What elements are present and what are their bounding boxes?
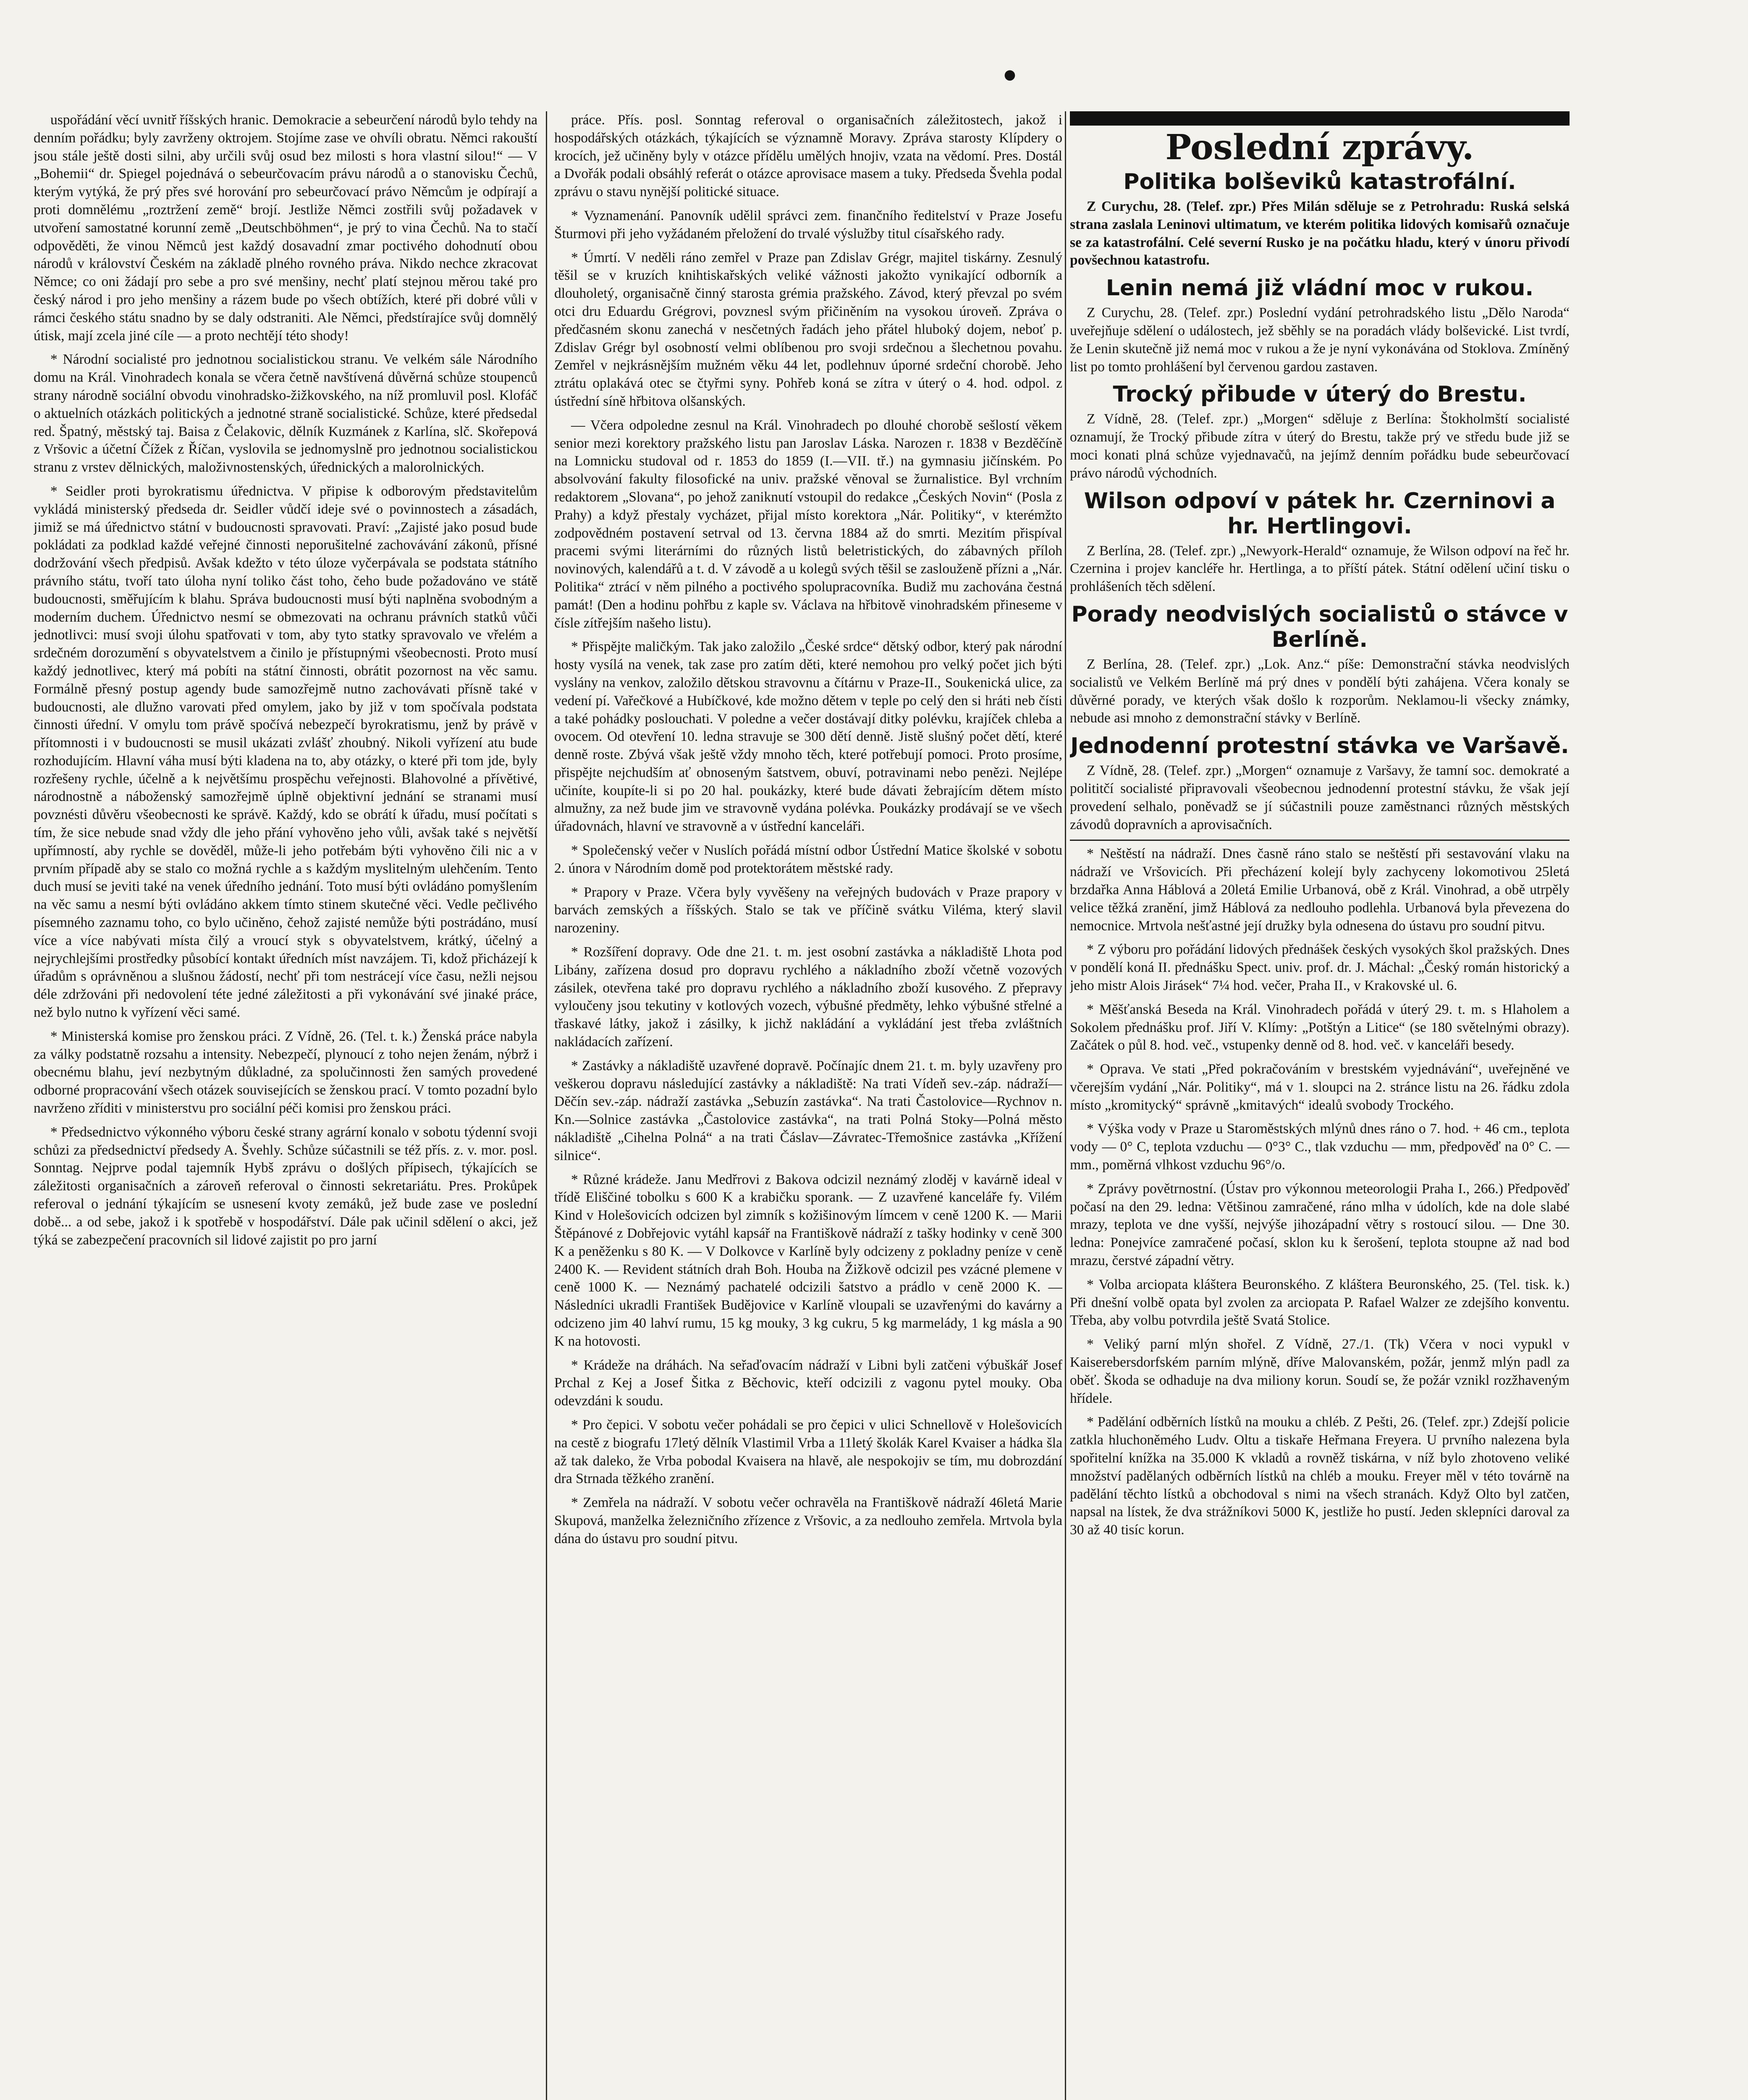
headline: Trocký přibude v úterý do Brestu. [1113,382,1527,407]
column-rule [546,111,547,2100]
column-rule [1065,111,1066,2100]
headline: Lenin nemá již vládní moc v rukou. [1106,276,1534,301]
article-paragraph: * Měšťanská Beseda na Král. Vinohradech pořádá v úterý 29. t. m. s Hlaholem a Sokolem přednášku prof. Jiří V. Klímy: „Potštýn a Litice“ (se 180 světelnými obrazy). Začátek o půl 8. hod. več., vstupenky denně od 8. hod. več. v kanceláři besedy. [1070,1001,1570,1053]
headline: Politika bolševiků katastrofální. [1123,169,1516,194]
article-paragraph: * Krádeže na dráhách. Na seřaďovacím nádraží v Libni byli zatčeni výbuškář Josef Prchal z Kej a Josef Šitka z Běchovic, kteří odcizili z vagonu pytel mouky. Oba odevzdáni k soudu. [554,1357,1062,1409]
article-paragraph: * Veliký parní mlýn shořel. Z Vídně, 27./1. (Tk) Včera v noci vypukl v Kaiserebersdorfském parním mlýně, dříve Malovanském, požár, jenmž mlýn padl za oběť. Škoda se odhaduje na dva miliony korun. Soudí se, že požár vznikl rozžhaveným hřídele. [1070,1336,1570,1406]
section-title: Poslední zprávy. [1165,127,1474,168]
article-paragraph: * Úmrtí. V neděli ráno zemřel v Praze pan Zdislav Grégr, majitel tiskárny. Zesnulý těšil se v kruzích knihtiskařských veliké vážnosti jakožto vynikající odborník a dlouholetý, organisačně činný starosta grémia pražského. Závod, který převzal po svém otci dru Eduardu Grégrovi, povznesl svým přičiněním na vysokou úroveň. Zpráva o předčasném skonu zanechá v nesčetných řadách jeho přátel hluboký dojem, neboť p. Zdislav Grégr byl osobností velmi oblíbenou pro svoji srdečnou a šlechetnou povahu. Zemřel v nejkrásnějším mužném věku 44 let, podlehnuv úporné srdeční chorobě. Jeho ztrátu oplakává otec se čtyřmi syny. Pohřeb koná se zítra v úterý o 4. hod. odpol. z ústřední síně hřbitova olšanských. [554,249,1062,409]
headline: Jednodenní protestní stávka ve Varšavě. [1070,733,1569,759]
article-paragraph: uspořádání věcí uvnitř říšských hranic. Demokracie a sebeurčení národů bylo tehdy na denním pořádku; byly zavrženy oktrojem. Stojíme zase ve ohvíli obratu. Němci rakouští jsou stále ještě dosti silni, aby určili svůj osud bez milosti s hora vlastní silou!“ — V „Bohemii“ dr. Spiegel pojednává o sebeurčovacím právu národů a o stanovisku Čechů, kterým vytýká, že prý přes své horování pro sebeurčovací právo Němcům je odpírají a proti domnělému „roztržení země“ brojí. Jestliže Němci zostřili svůj požadavek v utvoření samostatné korunní země „Deutschböhmen“, je prý to vina Čechů. Na to stačí odpověděti, že vinou Němců jest každý dosavadní zmar poctivého dohodnutí obou národů v království Českém na základě plného rovného práva. Nikdo nechce zkracovat Němce; co oni žádají pro sebe a pro své menšiny, nechť platí stejnou měrou také pro český národ i pro jeho menšiny a rázem bude po všech obtížích, které při dobré vůli v rámci českého státu snadno by se daly odstraniti. Ale Němci, předstírajíce svůj domnělý útisk, mají zcela jiné cíle — a proto nechtějí této shody! [34,112,537,344]
section-divider [1070,840,1570,841]
column-1 [34,111,537,2100]
article-paragraph: Z Curychu, 28. (Telef. zpr.) Poslední vydání petrohradského listu „Dělo Naroda“ uveřejňuje sdělení o událostech, jež sběhly se na poradách vlády bolševické. List tvrdí, že Lenin skutečně již nemá moc v rukou a že je nyní vykonávána od Stoklova. Zmíněný list po tomto prohlášení byl červenou gardou zastaven. [1070,305,1570,375]
article-paragraph: * Výška vody v Praze u Staroměstských mlýnů dnes ráno o 7. hod. + 46 cm., teplota vody — 0° C, teplota vzduchu — 0°3° C., tlak vzduchu — mm, předpověď na 0° C. — mm., poměrná vlhkost vzduchu 96°/o. [1070,1121,1570,1173]
article-paragraph: * Ministerská komise pro ženskou práci. Z Vídně, 26. (Tel. t. k.) Ženská práce nabyla za války podstatně rozsahu a intensity. Nebezpečí, plynoucí z toho nejen ženám, nýbrž i obecnému blahu, jeví nezbytným důkladné, za spolučinnosti žen samých provedené odborné propracování všech otázek souvisejících se ženskou prací. V tomto pozadní bylo navrženo zříditi v ministerstvu pro sociální péči komisi pro ženskou práci. [34,1028,537,1116]
article-paragraph: * Zastávky a nákladiště uzavřené dopravě. Počínajíc dnem 21. t. m. byly uzavřeny pro veškerou dopravu následující zastávky a nákladiště: Na trati Vídeň sev.-záp. nádraží—Děčín sev.-záp. nádraží zastávka „Sebuzín zastávka“. Na trati Častolovice—Rychnov n. Kn.—Solnice zastávka „Častolovice zastávka“, na trati Polná Stoky—Polná město nákladiště „Cihelna Polná“ a na trati Čáslav—Závratec-Třemošnice zastávka „Křížení silnice“. [554,1058,1062,1163]
article-paragraph: * Předsednictvo výkonného výboru české strany agrární konalo v sobotu týdenní svoji schůzi za předsednictví předsedy A. Švehly. Schůze súčastnili se též přís. z. v. mor. posl. Sonntag. Nejprve podal tajemník Hybš zprávu o došlých přípisech, týkajících se záležitosti organisačních a zároveň referoval o činnosti sekretariátu. Pres. Prokůpek referoval o jednání týkajícím se usnesení kvoty zemáků, jež bude zase ve poslední době... a od sebe, jakož i k spotřebě v hospodářství. Dále pak učinil sdělení o akci, jež týká se zabezpečení pracovních sil lidové zajistit po pro jarní [34,1124,537,1248]
article-paragraph: * Národní socialisté pro jednotnou socialistickou stranu. Ve velkém sále Národního domu na Král. Vinohradech konala se včera četně navštívená důvěrná schůze stoupenců strany národně sociální obvodu vinohradsko-žižkovského, na níž promluvil posl. Klofáč o aktuelních otázkách politických a jednotné straně socialistické. Schůze, které předsedal red. Špatný, městský taj. Baisa z Čelakovic, dělník Kuzmánek z Karlína, slč. Skořepová z Vršovic a účetní Čížek z Říčan, vyslovila se jednomyslně pro jednotnou socialistickou stranu z vrstev dělnických, maloživnostenských, úřednických a malorolnických. [34,352,537,475]
article-paragraph: * Zprávy povětrnostní. (Ústav pro výkonnou meteorologii Praha I., 266.) Předpověď počasí na den 29. ledna: Většinou zamračené, ráno mlha v údolích, kde na dole slabé mrazy, teplota ve dne vyšší, nejvýše jihozápadní větry s rostoucí silou. — Dne 30. ledna: Ponejvíce zamračené počasí, sklon ku k šerošení, teplota stoupne až nad bod mrazu, čerstvé západní větry. [1070,1181,1570,1269]
headline: Wilson odpoví v pátek hr. Czerninovi a hr. Hertlingovi. [1084,488,1556,539]
article-paragraph: * Společenský večer v Nuslích pořádá místní odbor Ústřední Matice školské v sobotu 2. února v Národním domě pod protektorátem městské rady. [554,843,1062,876]
article-paragraph: * Přispějte maličkým. Tak jako založilo „České srdce“ dětský odbor, který pak národní hosty vysílá na venek, tak zase pro zatím děti, které nemohou pro velký počet jich býti vyslány na venkov, založilo dětskou stravovnu a čítárnu v Praze-II., Soukenická ulice, za vedení pí. Vařečkové a Hubíčkové, kde možno dětem v teple po celý den si hráti neb čísti a také pohádky poslouchati. V poledne a večer dostávají ditky polévku, krajíček chleba a ovocem. Od otevření 10. ledna stravuje se 300 dětí denně. Jistě slušný počet dětí, které denně roste. Zbývá však ještě vždy mnoho těch, které potřebují pomoci. Proto prosíme, přispějte nejchudším ať obnoseným šatstvem, obuví, potravinami nebo penězi. Nejlépe učiníte, koupíte-li si po 20 hal. poukázky, které bude dávati žebrajícím dětem místo almužny, za než bude jim ve stravovně vydána polévka. Poukázky prodávají se ve všech úřadovnách, hlavní ve stravovně a v ústřední kanceláři. [554,639,1062,835]
article-paragraph: * Neštěstí na nádraží. Dnes časně ráno stalo se neštěstí při sestavování vlaku na nádraží ve Vršovicích. Při přecházení kolejí byly zachyceny lokomotivou 25letá brzdařka Anna Háblová a 20letá Emilie Urbanová, obě z Král. Vinohrad, a obě utrpěly velice těžká zranění, jimž Háblová za nedlouho podlehla. Urbanová byla převezena do nemocnice. Mrtvola nešťastné její družky byla odnesena do ústavu pro soudní pitvu. [1070,846,1570,934]
article-paragraph: Z Berlína, 28. (Telef. zpr.) „Lok. Anz.“ píše: Demonstrační stávka neodvislých socialistů ve Velkém Berlíně má prý dnes v pondělí býti zahájena. Včera konaly se důvěrné porady, ve kterých však došlo k rozporům. Neklamou-li všecky známky, nebude asi mnoho z demonstrační stávky v Berlíně. [1070,656,1570,726]
article-paragraph: — Včera odpoledne zesnul na Král. Vinohradech po dlouhé chorobě sešlostí věkem senior mezi korektory pražského listu pan Jaroslav Láska. Narozen r. 1838 v Bezděčíně na Lomnicku studoval od r. 1853 do 1859 (I.—VII. tř.) na gymnasiu jičínském. Po absolvování fakulty filosofické na univ. pražské věnoval se žurnalistice. Byl vrchním redaktorem „Slovana“, po jehož zaniknutí vstoupil do redakce „Českých Novin“ (Posla z Prahy) a když přestaly vycházet, přijal místo korektora „Nár. Politiky“, v kterémžto zodpovědném postavení setrval od 13. června 1884 až do smrti. Mezitím přispíval pracemi svými literárními do různých listů beletristických, do zábavných příloh novinových, kalendářů a t. d. V závodě a u kolegů svých těšil se zaslouženě přízni a „Nár. Politika“ ztrácí v něm pilného a poctivého spolupracovníka. Budiž mu zachována čestná památ! (Den a hodinu pohřbu z kaple sv. Václava na hřbitově vinohradském přineseme v čísle zítřejším našeho listu). [554,417,1062,631]
article-paragraph: * Seidler proti byrokratismu úřednictva. V připise k odborovým představitelům vykládá ministerský předseda dr. Seidler vůdčí ideje své o povinnostech a zásadách, jimiž se má úřednictvo státní v budoucnosti spravovati. Praví: „Zajisté jako posud bude pokládati za podklad každé veřejné činnosti neporušitelné zachovávání zákonů, přísné dodržování všech předpisů. Avšak kdežto v této úloze vyčerpávala se podstata státního právního státu, tvoří tato úloha nyní toliko část toho, čeho bude požadováno ve státě budoucnosti, směřujícím k blahu. Správa budoucnosti musí býti naplněna svobodným a moderním duchem. Úřednictvo nesmí se obmezovati na ochranu právních statků vůči jednotlivci: musí svoji úlohu spatřovati v tom, aby tyto statky spravovalo ve vřelém a srdečném dorozumění s obyvatelstvem a činilo je přístupnými všeobecnosti. Proto musí každý jednotlivec, který má pobíti na státní činnosti, obrátit pozornost na věc samu. Formálně přesný postup agendy bude samozřejmě nutno zachovávati přísně také v budoucnosti, ale dlužno varovati před omylem, jako by již v tom spočívala podstata činnosti úřední. V omylu tom právě spočívá nebezpečí byrokratismu, jenž by právě v přítomnosti i v budoucnosti se musil ukázati zvlášť zhoubný. Nikoli vyřízení atu bude rozhodujícím. Hlavní váha musí býti kladena na to, aby otázky, o které při tom jde, byly rozřešeny rychle, účelně a k největšímu prospěchu veřejnosti. Blahovolné a přívětivé, národnostně a náboženský samozřejmě úplně objektivní jednání se stranami musí povznésti důvěru všeobecnosti ke správě. Každý, kdo se obrátí k úřadu, musí počítati s tím, že sice nebude snad vždy dle jeho přání vyhověno jeho vůli, avšak také s největší upřímností, aby rychle se dověděl, může-li jeho potřebám býti vyhověno čili nic a v prvním případě aby se stalo co možná rychle a s každým myslitelným ulehčením. Tento duch musí se jeviti také na venek úředního jednání. Toto musí býti ovládáno pomyšlením na věc samu a nesmí býti ovládáno akkem tímto stinem skutečné věci. Vedle pečlivého písemného zaznamu toho, co bylo učiněno, čehož zajisté nemůže býti postrádáno, musí více a více nabývati místa čilý a vroucí styk s obyvatelstvem, krátký, účelný a nejrychlejšími prostředky působící kontakt úředních míst navzájem. Ti, kdož přicházejí k úřadům s oprávněnou a slušnou žádostí, nechť při tom nestrácejí více času, nežli nejsou déle zdržováni při nedovolení téte jedné záležitosti a při vykonávání své jinaké práce, než bylo nutno k vyřízení věci samé. [34,483,537,1021]
article-paragraph: * Pro čepici. V sobotu večer pohádali se pro čepici v ulici Schnellově v Holešovicích na cestě z biografu 17letý dělník Vlastimil Vrba a 11letý školák Karel Kvaiser a hádka šla až tak daleko, že Vrba pobodal Kvaisera na hlavě, ale nespokojiv se tím, mu dobrozdání dra Strnada těžkého zranění. [554,1417,1062,1487]
article-paragraph: * Z výboru pro pořádání lidových přednášek českých vysokých škol pražských. Dnes v pondělí koná II. přednášku Spect. univ. prof. dr. J. Máchal: „Český román historický a jeho mistr Alois Jirásek“ 7¼ hod. večer, Praha II., v Krakovské ul. 6. [1070,942,1570,993]
article-paragraph: * Volba arciopata kláštera Beuronského. Z kláštera Beuronského, 25. (Tel. tisk. k.) Při dnešní volbě opata byl zvolen za arciopata P. Rafael Walzer ze zdejšího konventu. Třeba, aby volbu potvrdila ještě Svatá Stolice. [1070,1276,1570,1328]
article-paragraph: * Vyznamenání. Panovník udělil správci zem. finančního ředitelství v Praze Josefu Šturmovi při jeho vyžádaném přeložení do trvalé výslužby titul císařského rady. [554,207,1062,242]
article-paragraph: * Prapory v Praze. Včera byly vyvěšeny na veřejných budovách v Praze prapory v barvách zemských a říšských. Stalo se tak ve příčině svátku Viléma, který slavil narozeniny. [554,884,1062,936]
column-3 [1070,111,1570,2100]
headline: Porady neodvislých socialistů o stávce v Berlíně. [1071,601,1568,652]
article-paragraph: Z Vídně, 28. (Telef. zpr.) „Morgen“ oznamuje z Varšavy, že tamní soc. demokraté a polititčí socialisté připravovali všeobecnou jednodenní protestní stávku, že však její provedení selhalo, poněvadž se jí súčastnili pouze zaměstnanci různých městských závodů dopravních a aprovisačních. [1070,763,1570,832]
article-paragraph: Z Vídně, 28. (Telef. zpr.) „Morgen“ sděluje z Berlína: Štokholmští socialisté oznamují, že Trocký přibude zítra v úterý do Brestu, takže prý ve středu bude již se moci konati plná schůze vyjednavačů, na jejímž denním pořádku bude sebeurčovací právo národů východních. [1070,411,1570,481]
column-2 [554,111,1062,2100]
section-bar [1070,111,1570,126]
article-paragraph: * Různé krádeže. Janu Medřrovi z Bakova odcizil neznámý zloděj v kavárně ideal v třídě Eliščiné tobolku s 600 K a krabičku sporank. — Z uzavřené kanceláře fy. Vilém Kind v Holešovicích odcizen byl zimník s kožišinovým límcem v ceně 1200 K. — Marii Štěpánové z Dobřejovic vytáhl kapsář na Františkově nádraží z tašky hodinky v ceně 300 K a peněženku s 80 K. — V Dolkovce v Karlíně byly odcizeny z pokladny peníze v ceně 2400 K. — Revident státních drah Boh. Houba na Žižkově odcizil pes vzácné plemene v ceně 1000 K. — Neznámý pachatelé odcizili šatstvo a prádlo v ceně 2000 K. — Následníci ukradli František Budějovice v Karlíně vloupali se uzavřenými do kavárny a odcizeno jim 40 lahví rumu, 15 kg mouky, 3 kg cukru, 5 kg marmelády, 1 kg másla a 90 K na hotovosti. [554,1171,1062,1349]
page-marker: • [1000,59,1019,94]
article-paragraph: * Padělání odběrních lístků na mouku a chléb. Z Pešti, 26. (Telef. zpr.) Zdejší policie zatkla hluchoněmého Ludv. Oltu a tiskaře Heřmana Freyera. U prvního nalezena byla spořitelní knížka na 35.000 K vkladů a rovněž tiskárna, v níž bylo zhotoveno veliké množství padělaných odběrních lístků na chléb a mouku. Freyer měl v této továrně na padělání těchto lístků a obchodoval s nimi na všech stranách. Když Olto byl zatčen, napsal na lístek, že dva strážníkovi 5000 K, jestliže ho pustí. Jeden sklepníci daroval za 30 až 40 tisíc korun. [1070,1414,1570,1538]
article-paragraph: práce. Přís. posl. Sonntag referoval o organisačních záležitostech, jakož i hospodářských otázkách, týkajících se významně Moravy. Zpráva starosty Klípdery o krocích, jež učiněny byly v otázce přídělu umělých hnojiv, vzata na vědomí. Pres. Dostál a Dvořák podali obsáhlý referát o otázce aprovisace masem a tuky. Předseda Švehla podal zprávu o stavu nynější politické situace. [554,112,1062,200]
article-paragraph: * Rozšíření dopravy. Ode dne 21. t. m. jest osobní zastávka a nákladiště Lhota pod Libány, zařízena dosud pro dopravu rychlého a nákladního zboží včetně vozových zásilek, otevřena také pro dopravu rychlého a nákladního zboží kusového. Z přepravy vyloučeny jsou tekutiny v kotlových vozech, výbušné předměty, lehko výbušné střelné a třaskavé látky, jakož i zásilky, k jichž nakládání a vykládání jest třeba zvláštních nakládacích zařízení. [554,944,1062,1050]
article-paragraph: * Oprava. Ve stati „Před pokračováním v brestském vyjednávání“, uveřejněné ve včerejším vydání „Nár. Politiky“, má v 1. sloupci na 2. stránce listu na 26. řádku zdola místo „kromitycký“ správně „kmitavých“ idealů svobody Trockého. [1070,1061,1570,1113]
article-paragraph: * Zemřela na nádraží. V sobotu večer ochravěla na Františkově nádraží 46letá Marie Skupová, manželka železničního zřízence z Vršovic, a za nedlouho zemřela. Mrtvola byla dána do ústavu pro soudní pitvu. [554,1495,1062,1546]
lead-paragraph: Z Curychu, 28. (Telef. zpr.) Přes Milán sděluje se z Petrohradu: Ruská selská strana zaslala Leninovi ultimatum, ve kterém politika lidových komisařů označuje se za katastrofální. Celé severní Rusko je na počátku hladu, který v únoru přivodí povšechnou katastrofu. [1070,199,1570,268]
article-paragraph: Z Berlína, 28. (Telef. zpr.) „Newyork-Herald“ oznamuje, že Wilson odpoví na řeč hr. Czernina i projev kancléře hr. Hertlinga, a to příští pátek. Státní odělení učiní tisku o prohlášeních těch sdělení. [1070,543,1570,595]
